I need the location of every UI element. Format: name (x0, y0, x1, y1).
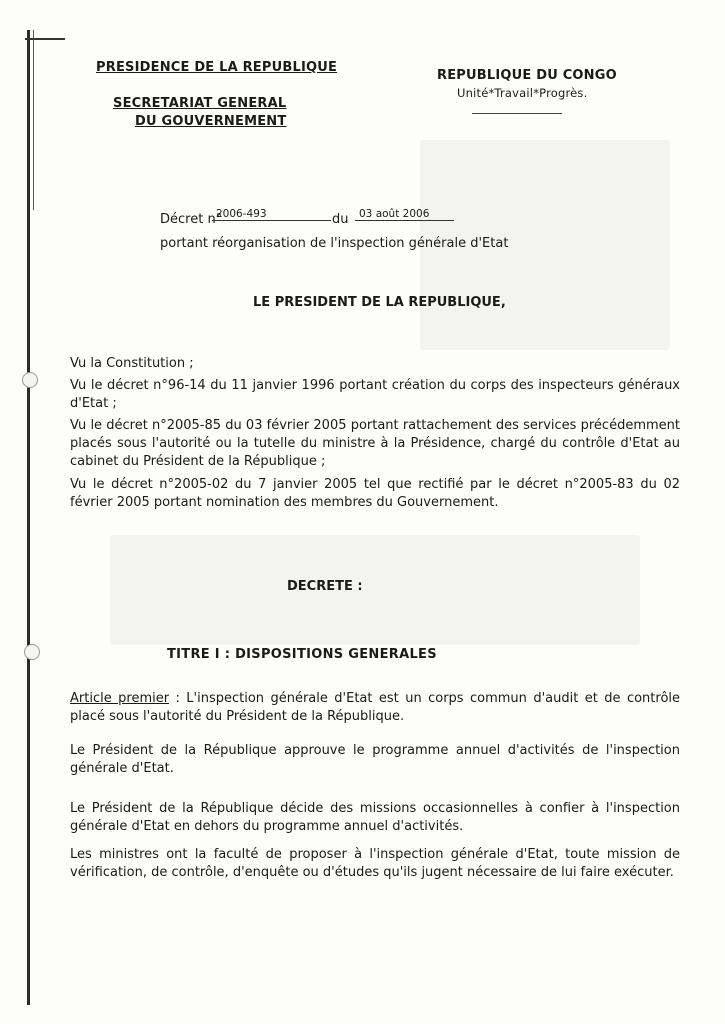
decree-date: 03 août 2006 (355, 208, 454, 221)
visa-decret-96-14: Vu le décret n°96-14 du 11 janvier 1996 portant création du corps des inspecteurs généraux d'Etat ; (70, 378, 680, 411)
scan-bleedthrough (110, 535, 640, 645)
header-motto: Unité*Travail*Progrès. (457, 86, 588, 100)
scan-corner-mark (25, 38, 65, 40)
decree-du: du (332, 212, 349, 227)
header-secretariat: SECRETARIAT GENERAL (113, 96, 287, 111)
punch-hole (22, 372, 38, 388)
article-paragraph: Les ministres ont la faculté de proposer à l'inspection générale d'Etat, toute mission de vérification, de contrôle, d'enquête ou d'études qu'ils jugent nécessaire de lui faire exécuter. (70, 847, 680, 880)
visa-decret-2005-85: Vu le décret n°2005-85 du 03 février 2005 portant rattachement des services précédemment placés sous l'autorité ou la tutelle du ministre à la Présidence, chargé du contrôle d'Etat au cabinet du Président de la République ; (70, 418, 680, 469)
article-paragraph: Le Président de la République décide des missions occasionnelles à confier à l'inspection générale d'Etat en dehors du programme annuel d'activités. (70, 801, 680, 834)
article-premier-label: Article premier (70, 691, 170, 706)
article-paragraph: Le Président de la République approuve le programme annuel d'activités de l'inspection générale d'Etat. (70, 743, 680, 776)
scan-binding-edge (27, 30, 30, 1005)
decree-subject: portant réorganisation de l'inspection générale d'Etat (160, 236, 509, 251)
visa-constitution: Vu la Constitution ; (70, 356, 194, 371)
president-heading: LE PRESIDENT DE LA REPUBLIQUE, (253, 295, 506, 310)
scan-binding-edge-secondary (33, 30, 34, 210)
header-rule (472, 113, 562, 114)
decree-label: Décret n° (160, 212, 223, 227)
decrete-heading: DECRETE : (287, 579, 363, 594)
visa-decret-2005-02: Vu le décret n°2005-02 du 7 janvier 2005 tel que rectifié par le décret n°2005-83 du 02 février 2005 portant nomination des membres du Gouvernement. (70, 477, 680, 510)
header-republique: REPUBLIQUE DU CONGO (437, 68, 617, 83)
header-presidence: PRESIDENCE DE LA REPUBLIQUE (96, 60, 338, 75)
article-premier (70, 690, 680, 726)
header-gouvernement: DU GOUVERNEMENT (135, 114, 287, 129)
article-premier-text: : L'inspection générale d'Etat est un corps commun d'audit et de contrôle placé sous l'autorité du Président de la République. (70, 691, 681, 724)
decree-number: 2006-493 (212, 208, 331, 221)
titre-heading: TITRE I : DISPOSITIONS GENERALES (167, 647, 437, 662)
punch-hole (24, 644, 40, 660)
